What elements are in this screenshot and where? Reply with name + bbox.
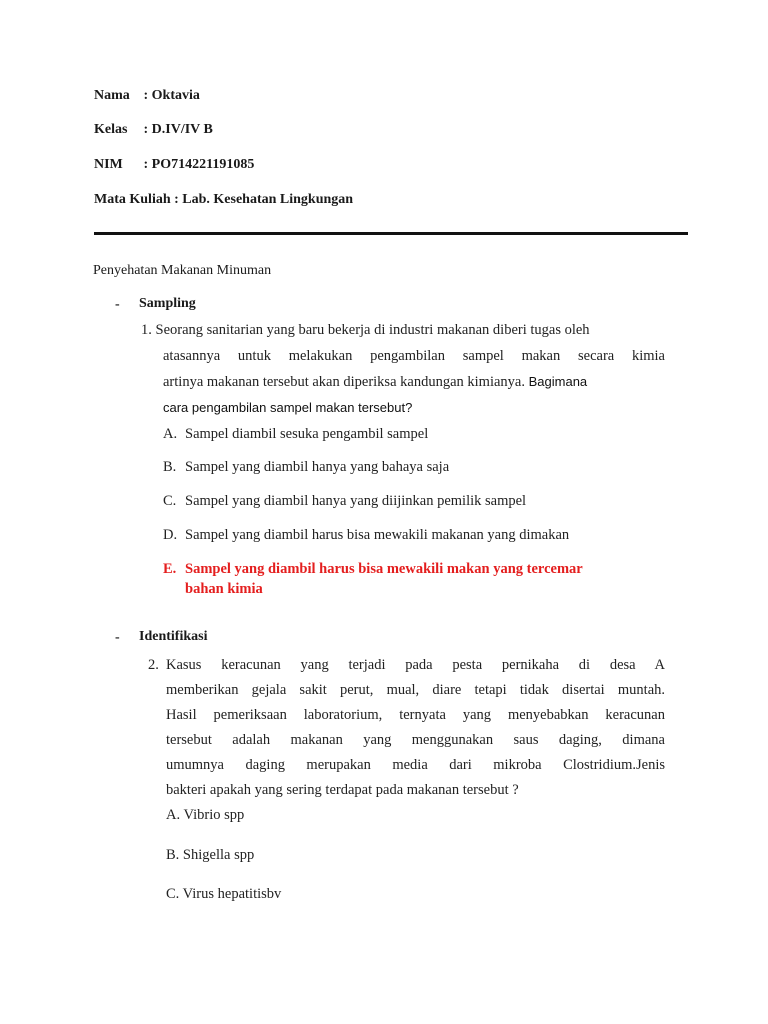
part-heading-sampling: Sampling xyxy=(139,296,196,311)
name-label: Nama xyxy=(94,88,130,103)
option-key: C. xyxy=(166,886,180,902)
question-2-line-6: bakteri apakah yang sering terdapat pada makanan tersebut ? xyxy=(166,782,519,798)
course-value: : Lab. Kesehatan Lingkungan xyxy=(174,192,354,207)
option-c xyxy=(163,493,526,510)
header-divider xyxy=(94,232,688,235)
class-label: Kelas xyxy=(94,122,128,137)
option-key: A. xyxy=(166,807,181,823)
dash-bullet: - xyxy=(115,297,120,312)
part-heading-identifikasi: Identifikasi xyxy=(139,629,208,644)
option-b xyxy=(166,847,254,864)
option-a xyxy=(166,807,244,824)
option-key: B. xyxy=(166,847,180,863)
option-text: Sampel yang diambil harus bisa mewakili makanan yang dimakan xyxy=(185,527,570,543)
question-1-line-4: cara pengambilan sampel makan tersebut? xyxy=(163,400,413,415)
option-text: Sampel yang diambil harus bisa mewakili makan yang tercemar xyxy=(185,561,583,577)
option-key: D. xyxy=(163,527,178,543)
question-text: Seorang sanitarian yang baru bekerja di industri makanan diberi tugas oleh xyxy=(155,322,590,338)
question-2-number: 2. xyxy=(148,657,159,673)
question-number: 1. xyxy=(141,322,152,338)
option-b xyxy=(163,459,449,476)
option-key: A. xyxy=(163,426,178,442)
class-row xyxy=(94,122,213,138)
question-2-line-2: memberikan gejala sakit perut, mual, diare tetapi tidak disertai muntah. xyxy=(166,682,665,698)
option-e-correct xyxy=(163,561,583,578)
question-1-line-3 xyxy=(163,374,587,391)
option-key: B. xyxy=(163,459,177,475)
nim-label: NIM xyxy=(94,157,123,172)
question-2-line-1: Kasus keracunan yang terjadi pada pesta pernikaha di desa A xyxy=(166,657,665,673)
option-text: Sampel yang diambil hanya yang bahaya saja xyxy=(185,459,450,475)
option-key: C. xyxy=(163,493,177,509)
option-text: Virus hepatitisbv xyxy=(182,886,282,902)
option-key: E. xyxy=(163,561,177,577)
question-text: artinya makanan tersebut akan diperiksa kandungan kimianya. xyxy=(163,374,525,390)
course-row xyxy=(94,192,353,208)
option-text: Sampel diambil sesuka pengambil sampel xyxy=(185,426,429,442)
dash-bullet: - xyxy=(115,630,120,645)
class-value: : D.IV/IV B xyxy=(143,122,213,137)
nim-row xyxy=(94,157,254,173)
option-c xyxy=(166,886,281,903)
question-prompt: Bagimana xyxy=(528,374,588,389)
question-2-line-4: tersebut adalah makanan yang menggunakan saus daging, dimana xyxy=(166,732,665,748)
nim-value: : PO714221191085 xyxy=(143,157,255,172)
option-a xyxy=(163,426,428,443)
name-row xyxy=(94,88,200,104)
course-label: Mata Kuliah xyxy=(94,192,171,207)
option-e-line-2: bahan kimia xyxy=(185,581,263,597)
question-2-line-3: Hasil pemeriksaan laboratorium, ternyata yang menyebabkan keracunan xyxy=(166,707,665,723)
option-text: Shigella spp xyxy=(182,847,255,863)
question-1-line-2: atasannya untuk melakukan pengambilan sampel makan secara kimia xyxy=(163,348,665,364)
option-text: Vibrio spp xyxy=(183,807,245,823)
option-text: Sampel yang diambil hanya yang diijinkan pemilik sampel xyxy=(185,493,527,509)
name-value: : Oktavia xyxy=(143,88,200,103)
question-1-line-1 xyxy=(141,322,590,339)
section-title: Penyehatan Makanan Minuman xyxy=(93,263,272,278)
question-2-line-5: umumnya daging merupakan media dari mikroba Clostridium.Jenis xyxy=(166,757,665,773)
option-d xyxy=(163,527,569,544)
